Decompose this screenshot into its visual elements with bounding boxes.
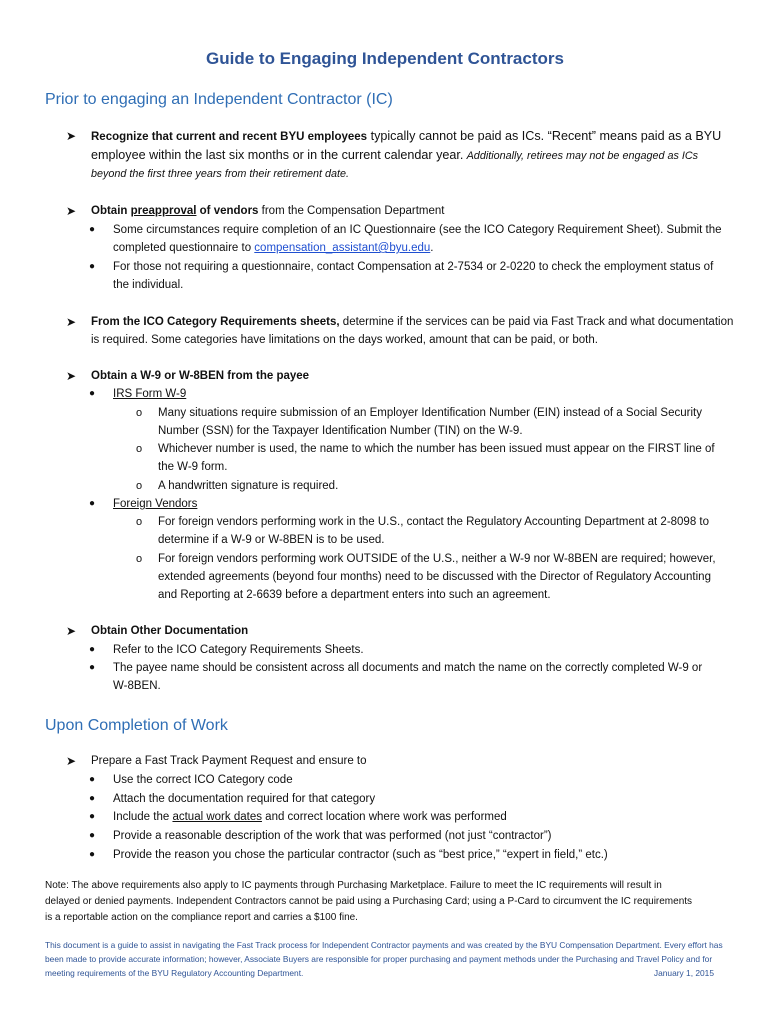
signature-line: A handwritten signature is required. <box>158 480 339 492</box>
contact-line-1: For those not requiring a questionnaire, contact Compensation at 2-7534 or 2-0220 to check the employment status of <box>113 261 714 273</box>
bullet-dot-icon: ● <box>89 793 96 804</box>
circle-bullet-icon: o <box>136 553 143 565</box>
w9-heading: Obtain a W-9 or W-8BEN from the payee <box>91 370 310 382</box>
email-link[interactable]: compensation_assistant@byu.edu <box>254 242 431 254</box>
note-line-1: Note: The above requirements also apply to IC payments through Purchasing Marketplace. Failure to meet the IC requirements will result in <box>45 880 662 891</box>
bullet-dot-icon: ● <box>89 774 96 785</box>
preapproval-line: Obtain preapproval of vendors from the Compensation Department <box>91 205 445 217</box>
recognize-line-3: beyond the first three years from their retirement date. <box>91 168 350 180</box>
irs-form-w9-link[interactable]: IRS Form W-9 <box>113 388 187 400</box>
recognize-line-2: employee within the last six months or in the current calendar year. Additionally, retirees may not be engaged as ICs <box>91 148 699 162</box>
questionnaire-line-1: Some circumstances require completion of an IC Questionnaire (see the ICO Category Requirement Sheet). Submit the <box>113 224 722 236</box>
note-line-2: delayed or denied payments. Independent Contractors cannot be paid using a Purchasing Card; using a P-Card to circumvent the IC requirements <box>45 896 693 907</box>
reason-line: Provide the reason you chose the particular contractor (such as “best price,” “expert in field,” etc.) <box>113 849 608 861</box>
arrow-bullet-icon: ➤ <box>66 624 77 638</box>
section-heading-completion: Upon Completion of Work <box>45 717 228 734</box>
ein-line-1: Many situations require submission of an Employer Identification Number (EIN) instead of a Social Security <box>158 407 702 419</box>
payee-line-2: W-8BEN. <box>113 680 161 692</box>
page-title: Guide to Engaging Independent Contractors <box>206 49 564 68</box>
payee-line-1: The payee name should be consistent across all documents and match the name on the correctly completed W-9 or <box>113 662 703 674</box>
contact-line-2: the individual. <box>113 279 184 291</box>
footer-date: January 1, 2015 <box>653 968 714 978</box>
note-line-3: is a reportable action on the compliance report and carries a $100 fine. <box>45 912 358 923</box>
circle-bullet-icon: o <box>136 407 143 419</box>
refer-line: Refer to the ICO Category Requirements Sheets. <box>113 644 364 656</box>
description-line: Provide a reasonable description of the work that was performed (not just “contractor”) <box>113 830 552 842</box>
bullet-dot-icon: ● <box>89 644 96 655</box>
bullet-dot-icon: ● <box>89 388 96 399</box>
foreign-outside-line-3: and Reporting at 2-6639 before a department enters into such an agreement. <box>158 589 551 601</box>
ein-line-2: Number (SSN) for the Taxpayer Identification Number (TIN) on the W-9. <box>158 425 523 437</box>
section-heading-prior: Prior to engaging an Independent Contractor (IC) <box>45 91 393 108</box>
bullet-dot-icon: ● <box>89 498 96 509</box>
bullet-dot-icon: ● <box>89 849 96 860</box>
footer-line-2: been made to provide accurate information; however, Associate Buyers are responsible for proper purchasing and payment methods under the Purchasing and Travel Policy and for <box>45 954 713 964</box>
bullet-dot-icon: ● <box>89 662 96 673</box>
arrow-bullet-icon: ➤ <box>66 315 77 329</box>
ico-line-2: is required. Some categories have limitations on the days worked, amount that can be paid, or both. <box>91 334 598 346</box>
circle-bullet-icon: o <box>136 443 143 455</box>
name-line-2: the W-9 form. <box>158 461 228 473</box>
foreign-us-line-1: For foreign vendors performing work in the U.S., contact the Regulatory Accounting Department at 2-8098 to <box>158 516 710 528</box>
footer-line-1: This document is a guide to assist in navigating the Fast Track process for Independent Contractor payments and was created by the BYU Compensation Department. Every effort has <box>45 940 723 950</box>
bullet-dot-icon: ● <box>89 830 96 841</box>
bullet-dot-icon: ● <box>89 811 96 822</box>
arrow-bullet-icon: ➤ <box>66 754 77 768</box>
bullet-dot-icon: ● <box>89 224 96 235</box>
circle-bullet-icon: o <box>136 480 143 492</box>
questionnaire-line-2: completed questionnaire to compensation_assistant@byu.edu. <box>113 242 434 254</box>
category-code-line: Use the correct ICO Category code <box>113 774 293 786</box>
foreign-vendors-link[interactable]: Foreign Vendors <box>113 498 198 510</box>
foreign-us-line-2: determine if a W-9 or W-8BEN is to be used. <box>158 534 385 546</box>
bullet-dot-icon: ● <box>89 261 96 272</box>
circle-bullet-icon: o <box>136 516 143 528</box>
name-line-1: Whichever number is used, the name to which the number has been issued must appear on the FIRST line of <box>158 443 715 455</box>
footer-line-3: meeting requirements of the BYU Regulatory Accounting Department. <box>45 968 304 978</box>
recognize-line-1: Recognize that current and recent BYU employees typically cannot be paid as ICs. “Recent” means paid as a BYU <box>91 129 722 143</box>
work-dates-line: Include the actual work dates and correct location where work was performed <box>113 811 507 823</box>
foreign-outside-line-2: extended agreements (beyond four months) need to be discussed with the Director of Regulatory Accounting <box>158 571 711 583</box>
arrow-bullet-icon: ➤ <box>66 204 77 218</box>
attach-docs-line: Attach the documentation required for that category <box>113 793 376 805</box>
ico-line-1: From the ICO Category Requirements sheets, determine if the services can be paid via Fast Track and what documentation <box>91 316 734 328</box>
arrow-bullet-icon: ➤ <box>66 369 77 383</box>
other-docs-heading: Obtain Other Documentation <box>91 625 249 637</box>
arrow-bullet-icon: ➤ <box>66 129 77 143</box>
foreign-outside-line-1: For foreign vendors performing work OUTSIDE of the U.S., neither a W-9 nor W-8BEN are required; however, <box>158 553 716 565</box>
prepare-line: Prepare a Fast Track Payment Request and ensure to <box>91 755 367 767</box>
